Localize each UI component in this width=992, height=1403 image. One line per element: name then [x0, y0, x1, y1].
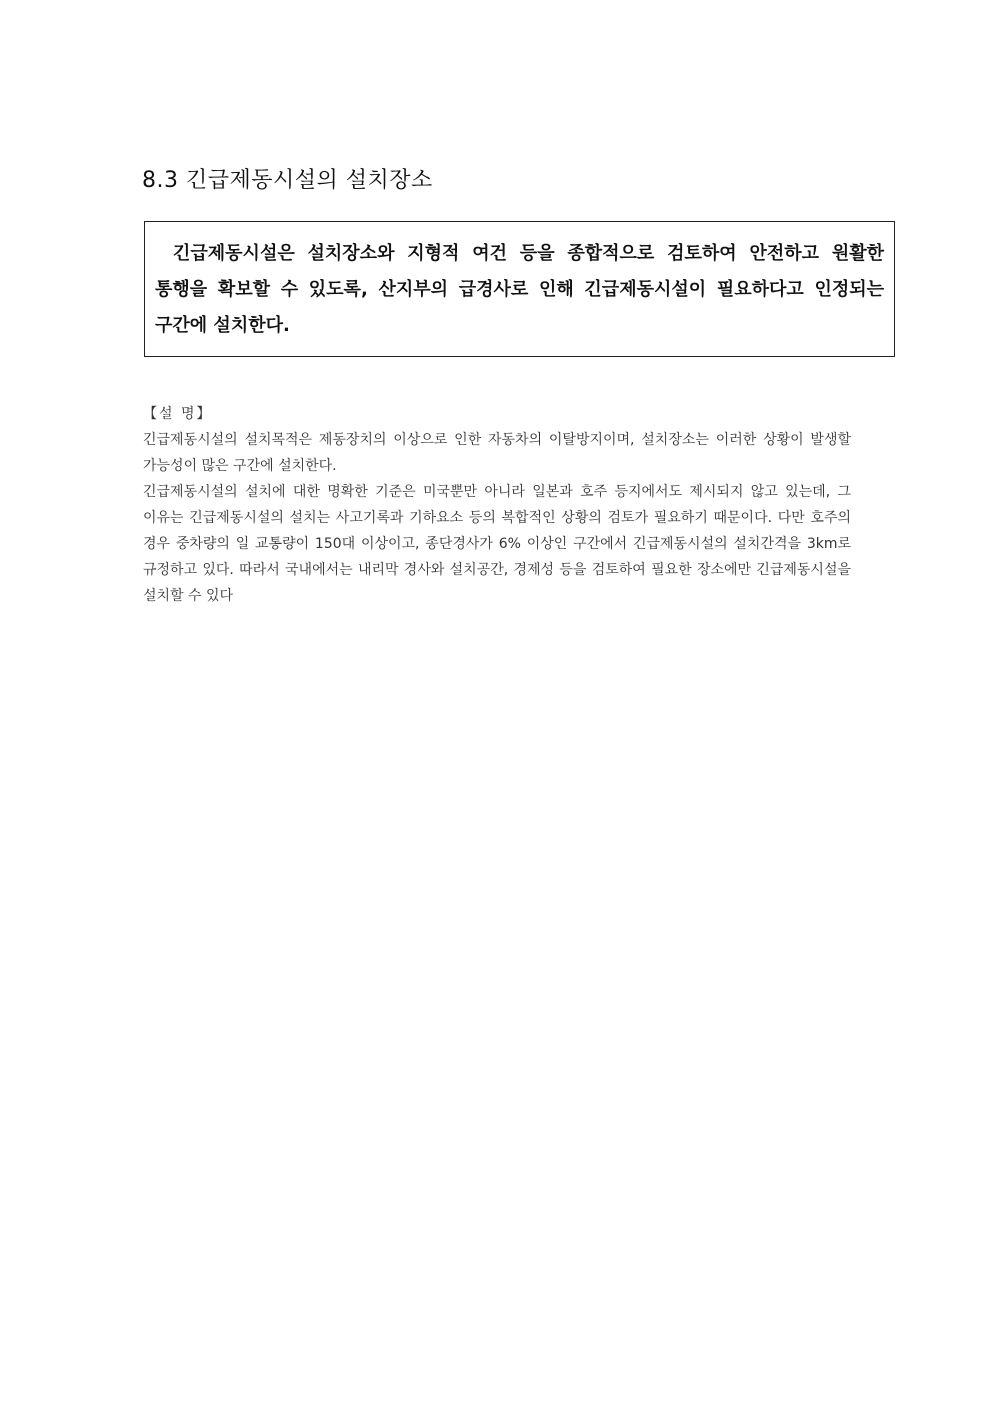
- provision-box: [144, 221, 895, 357]
- provision-text: 긴급제동시설은 설치장소와 지형적 여건 등을 종합적으로 검토하여 안전하고 원활한 통행을 확보할 수 있도록, 산지부의 급경사로 인해 긴급제동시설이 필요하다고 인정되는 구간에 설치한다.: [155, 243, 884, 336]
- explanation-paragraph: 긴급제동시설의 설치에 대한 명확한 기준은 미국뿐만 아니라 일본과 호주 등지에서도 제시되지 않고 있는데, 그 이유는 긴급제동시설의 설치는 사고기록과 기하요소 등의 복합적인 상황의 검토가 필요하기 때문이다. 다만 호주의 경우 중차량의 일 교통량이 150대 이상이고, 종단경사가 6% 이상인 구간에서 긴급제동시설의 설치간격을 3km로 규정하고 있다. 따라서 국내에서는 내리막 경사와 설치공간, 경제성 등을 검토하여 필요한 장소에만 긴급제동시설을 설치할 수 있다: [143, 484, 851, 604]
- explanation-section: [143, 401, 851, 609]
- explanation-paragraph: 긴급제동시설의 설치목적은 제동장치의 이상으로 인한 자동차의 이탈방지이며, 설치장소는 이러한 상황이 발생할 가능성이 많은 구간에 설치한다.: [143, 432, 851, 474]
- section-title: 8.3 긴급제동시설의 설치장소: [142, 168, 433, 193]
- explanation-heading: 【설 명】: [143, 406, 213, 422]
